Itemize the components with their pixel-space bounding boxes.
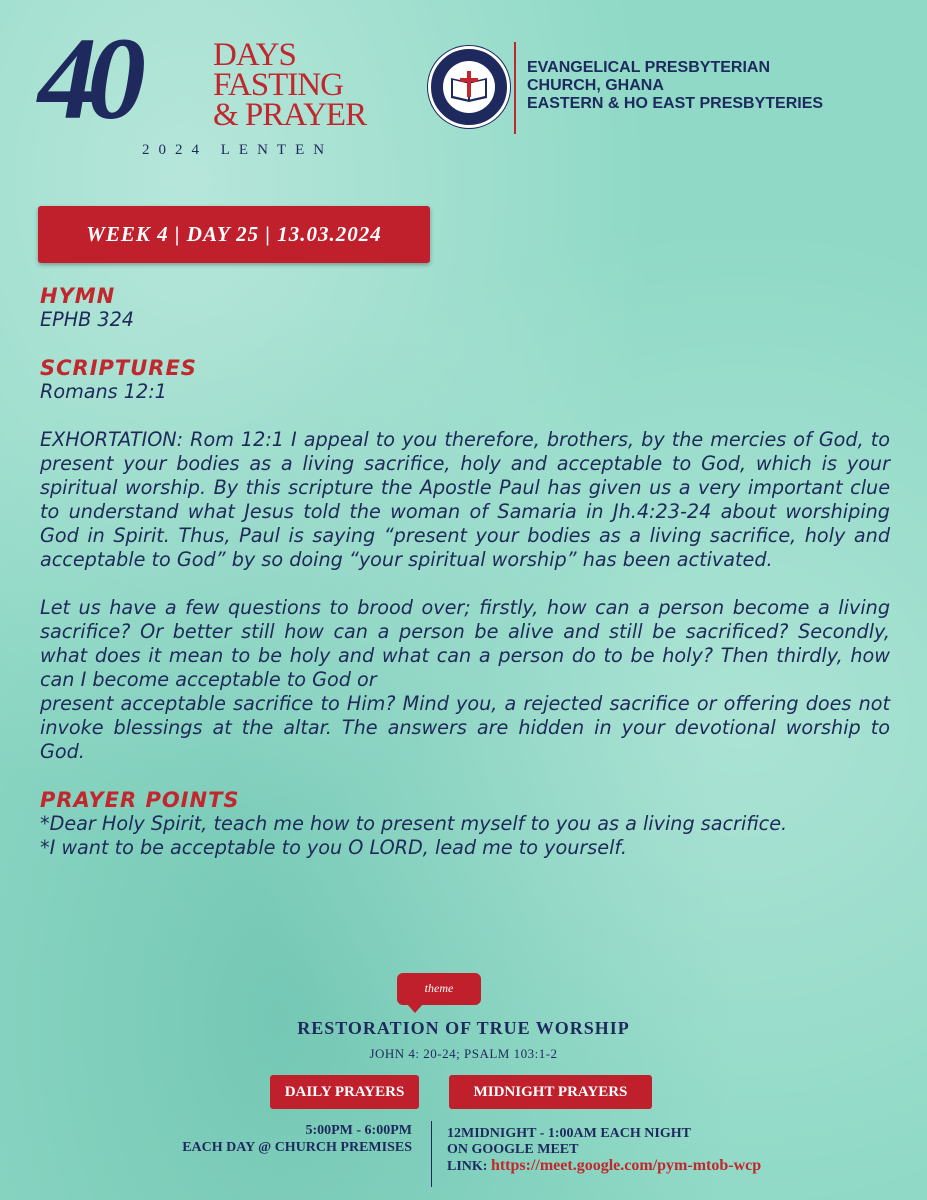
forty-number: 40	[38, 13, 136, 144]
daily-prayers-info	[140, 1122, 412, 1156]
hymn-value: EPHB 324	[40, 308, 135, 331]
event-title	[213, 37, 367, 133]
church-name-line1: EVANGELICAL PRESBYTERIAN	[527, 59, 770, 76]
bible-cross-icon	[443, 61, 495, 113]
devotional-content	[40, 284, 890, 860]
event-title-line3: & PRAYER	[213, 97, 367, 133]
theme-reference: JOHN 4: 20-24; PSALM 103:1-2	[369, 1046, 558, 1061]
church-name-line2: CHURCH, GHANA	[527, 77, 664, 94]
church-name-line3: EASTERN & HO EAST PRESBYTERIES	[527, 95, 824, 112]
prayer-point: *I want to be acceptable to you O LORD, lead me to yourself.	[40, 836, 627, 859]
daily-time: 5:00PM - 6:00PM	[305, 1123, 412, 1138]
daily-prayers-badge: DAILY PRAYERS	[270, 1075, 419, 1109]
week-day-banner: WEEK 4 | DAY 25 | 13.03.2024	[38, 206, 430, 263]
theme-title: RESTORATION OF TRUE WORSHIP	[297, 1018, 630, 1038]
midnight-prayers-badge: MIDNIGHT PRAYERS	[449, 1075, 652, 1109]
midnight-time: 12MIDNIGHT - 1:00AM EACH NIGHT	[447, 1126, 691, 1141]
scriptures-label: SCRIPTURES	[40, 356, 197, 380]
hymn-label: HYMN	[40, 284, 116, 308]
midnight-place: ON GOOGLE MEET	[447, 1142, 579, 1157]
link-label: LINK:	[447, 1159, 488, 1174]
exhortation-text: EXHORTATION: Rom 12:1 I appeal to you therefore, brothers, by the mercies of God, to present your bodies as a living sacrifice, holy and acceptable to God, which is your spiritual worship. By this scripture the Apostle Paul has given us a very important clue to understand what Jesus told the woman of Samaria in Jh.4:23-24 about worshiping God in Spirit. Thus, Paul is saying “present your bodies as a living sacrifice, holy and acceptable to God” by so doing “your spiritual worship” has been activated.	[40, 428, 890, 571]
scriptures-value: Romans 12:1	[40, 380, 167, 403]
google-meet-link[interactable]: https://meet.google.com/pym-mtob-wcp	[490, 1157, 762, 1174]
theme-bubble: theme	[397, 973, 481, 1005]
event-title-line1: DAYS	[213, 37, 296, 73]
prayer-point: *Dear Holy Spirit, teach me how to present myself to you as a living sacrifice.	[40, 812, 788, 835]
header-divider	[514, 42, 516, 134]
footer-divider	[431, 1121, 432, 1187]
church-seal-logo	[428, 46, 510, 128]
header	[0, 0, 927, 190]
event-title-line2: FASTING	[213, 67, 343, 103]
event-subtitle: 2024 LENTEN	[142, 142, 334, 158]
church-name	[527, 59, 823, 113]
questions-text-part1: Let us have a few questions to brood over; firstly, how can a person become a living sacrifice? Or better still how can a person be alive and still be sacrificed? Secondly, what does it mean to be holy and what can a person do to be holy? Then thirdly, how can I become acceptable to God or	[40, 596, 890, 691]
midnight-prayers-info	[447, 1126, 917, 1175]
questions-text-part2: present acceptable sacrifice to Him? Mind you, a rejected sacrifice or offering does not invoke blessings at the altar. The answers are hidden in your devotional worship to God.	[40, 692, 890, 763]
daily-place: EACH DAY @ CHURCH PREMISES	[182, 1140, 412, 1155]
prayer-points-label: PRAYER POINTS	[40, 788, 240, 812]
